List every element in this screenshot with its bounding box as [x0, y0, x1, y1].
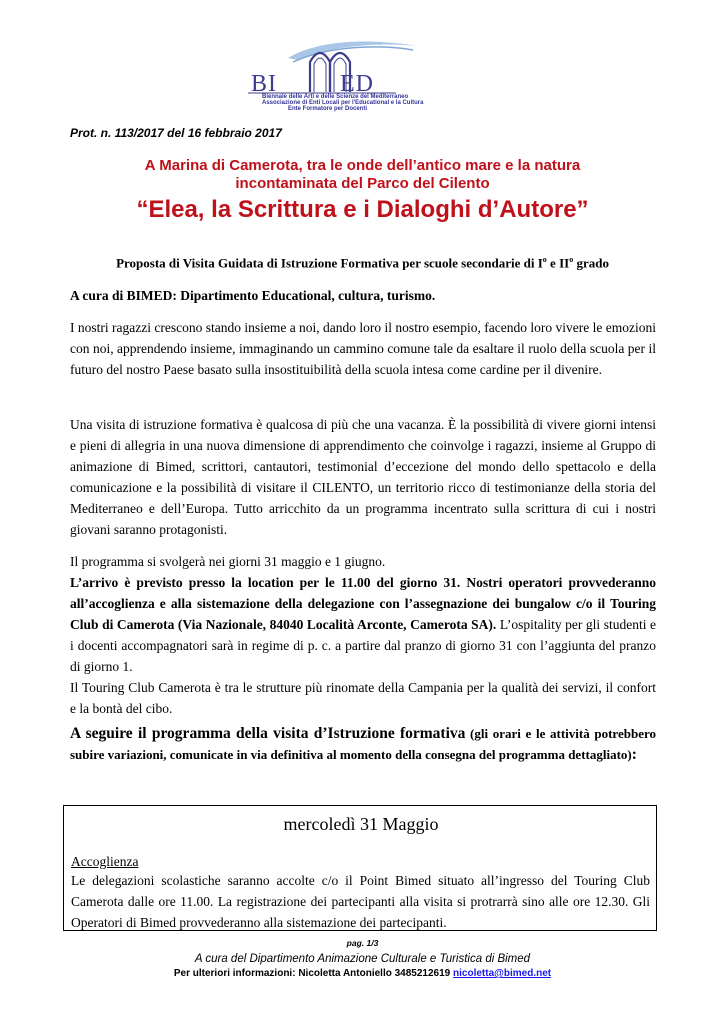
headline-line-2: incontaminata del Parco del Cilento — [235, 175, 490, 192]
schedule-box — [63, 805, 657, 931]
arrival-info: L’arrivo è previsto presso la location per le 11.00 del giorno 31. Nostri operatori provvederanno all’accoglienza e alla sistemazione della delegazione con l’assegnazione dei bungalow c/o il Touring Club di Camerota (Via Nazionale, 84040 Località Arconte, Camerota SA). — [70, 575, 656, 632]
logo-mark-right: ED — [340, 71, 374, 97]
program-dates: Il programma si svolgerà nei giorni 31 maggio e 1 giugno. — [70, 554, 386, 569]
schedule-section-text: Le delegazioni scolastiche saranno accolte c/o il Point Bimed situato all’ingresso del Touring Club Camerota dalle ore 11.00. La registrazione dei partecipanti alla visita si protrarrà sino alle ore 12.30. Gli Operatori di Bimed provvederanno alla sistemazione dei partecipanti. — [71, 873, 650, 930]
bimed-logo — [248, 36, 468, 114]
headline-line-1: A Marina di Camerota, tra le onde dell’antico mare e la natura — [144, 157, 581, 174]
event-title: “Elea, la Scrittura e i Dialoghi d’Autore” — [136, 196, 589, 223]
program-intro-colon: : — [631, 746, 637, 763]
schedule-day: mercoledì 31 Maggio — [283, 814, 439, 834]
logo-line-3: Ente Formatore per Docenti — [288, 106, 368, 112]
footer-department: A cura del Dipartimento Animazione Culturale e Turistica di Bimed — [194, 953, 531, 965]
footer-contact-text: Per ulteriori informazioni: Nicoletta Antoniello 3485212619 — [173, 968, 454, 979]
organizer-line: A cura di BIMED: Dipartimento Educational, cultura, turismo. — [70, 288, 436, 303]
footer-contact — [0, 968, 725, 979]
protocol-number: Prot. n. 113/2017 del 16 febbraio 2017 — [70, 126, 282, 140]
hospitality-info: L’ospitality per gli studenti e i docenti accompagnatori sarà in regime di p. c. a partire dal pranzo di giorno 31 con l’aggiunta del pranzo di giorno 1. — [70, 617, 657, 674]
paragraph-intro: I nostri ragazzi crescono stando insieme a noi, dando loro il nostro esempio, facendo loro vivere le emozioni con noi, apprendendo insieme, immaginando un cammino comune tale da esaltare il ruolo della scuola per il futuro del nostro Paese basato sulla insostituibilità della scuola intesa come cardine per il divenire. — [70, 320, 656, 377]
touring-club-info: Il Touring Club Camerota è tra le strutture più rinomate della Campania per la qualità dei servizi, il confort e la bontà del cibo. — [70, 680, 656, 716]
proposal-sup-2: o — [569, 255, 574, 264]
program-intro-note: (gli orari e le attività potrebbero subire variazioni, comunicate in via definitiva al momento della consegna del programma dettagliato) — [70, 726, 656, 762]
proposal-text: Proposta di Visita Guidata di Istruzione Formativa per scuole secondarie di I — [116, 255, 543, 271]
proposal-line — [70, 255, 655, 271]
schedule-section-title: Accoglienza — [71, 854, 139, 869]
logo-mark-left: BI — [251, 71, 277, 97]
paragraph-visit: Una visita di istruzione formativa è qualcosa di più che una vacanza. È la possibilità di vivere giorni intensi e pieni di allegria in una nuova dimensione di apprendimento che coinvolge i ragazzi, insieme al Gruppo di animazione di Bimed, scrittori, cantautori, testimonial d’eccezione del mondo dello spettacolo e della comunicazione e la possibilità di visitare il CILENTO, un territorio ricco di testimonianze della storia del Mediterraneo e dell’Europa. Tutto arricchito da un programma incentrato sulla scrittura di cui i nostri giovani saranno protagonisti. — [70, 417, 656, 537]
logo-line-2: Associazione di Enti Locali per l'Educational e la Cultura — [262, 100, 424, 106]
footer-email-link[interactable]: nicoletta@bimed.net — [453, 968, 552, 979]
logo-line-1: Biennale delle Arti e delle Scienze del Mediterraneo — [262, 94, 409, 100]
paragraph-program — [70, 551, 656, 719]
proposal-mid: e II — [546, 255, 570, 271]
program-intro — [70, 723, 656, 765]
program-intro-heading: A seguire il programma della visita d’Istruzione formativa — [70, 725, 466, 742]
proposal-sup-1: o — [542, 255, 547, 264]
page-number: pag. 1/3 — [346, 938, 379, 948]
proposal-end: grado — [573, 255, 609, 271]
